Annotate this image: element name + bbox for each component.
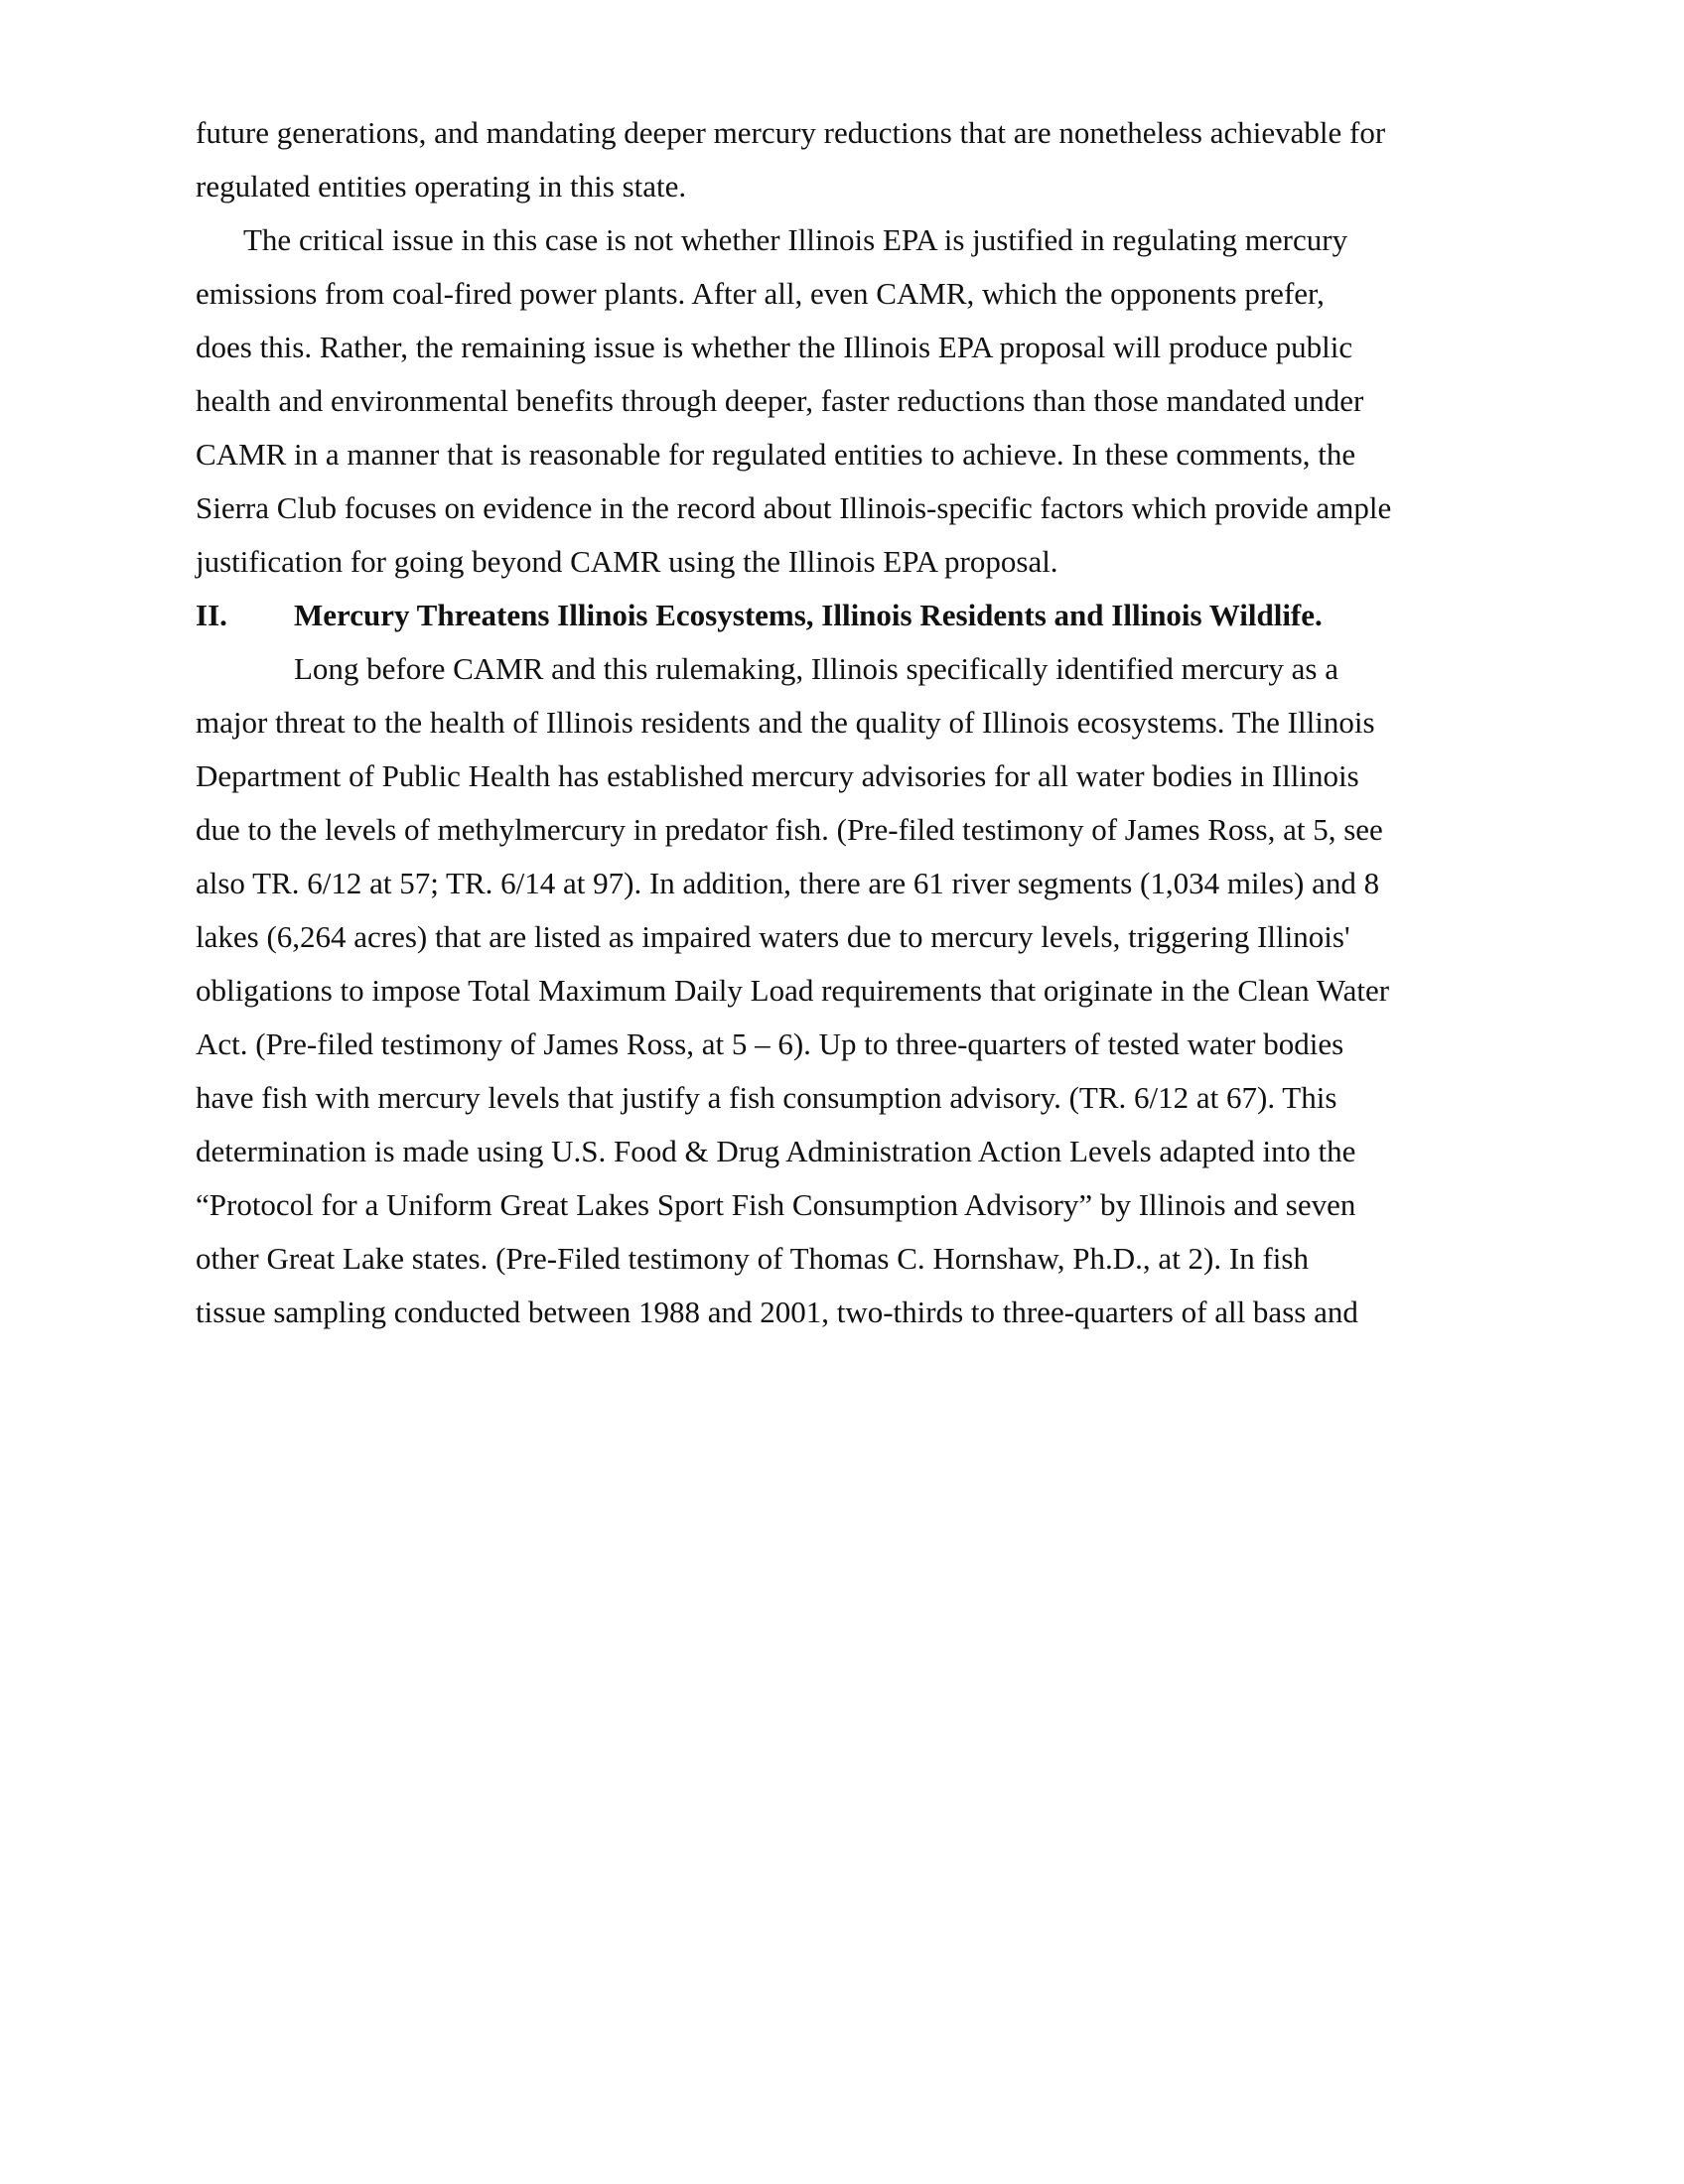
body-line: major threat to the health of Illinois residents and the quality of Illinois ecosystems. The Illinois [196,705,1375,740]
body-line: “Protocol for a Uniform Great Lakes Sport Fish Consumption Advisory” by Illinois and seven [196,1187,1356,1222]
body-line: health and environmental benefits through deeper, faster reductions than those mandated under [196,383,1364,418]
body-line: regulated entities operating in this state. [196,169,687,204]
body-line: future generations, and mandating deeper mercury reductions that are nonetheless achievable for [196,115,1386,150]
body-line: emissions from coal-fired power plants. After all, even CAMR, which the opponents prefer, [196,276,1325,311]
body-line: Act. (Pre-filed testimony of James Ross, at 5 – 6). Up to three-quarters of tested water bodies [196,1026,1344,1061]
body-line: obligations to impose Total Maximum Daily Load requirements that originate in the Clean Water [196,973,1390,1008]
body-line: tissue sampling conducted between 1988 and 2001, two-thirds to three-quarters of all bass and [196,1295,1358,1329]
paragraph-start-line: Long before CAMR and this rulemaking, Illinois specifically identified mercury as a [294,651,1339,686]
body-line: determination is made using U.S. Food & Drug Administration Action Levels adapted into the [196,1134,1356,1168]
body-line: Sierra Club focuses on evidence in the record about Illinois-specific factors which provide ample [196,490,1392,525]
body-line: have fish with mercury levels that justify a fish consumption advisory. (TR. 6/12 at 67). This [196,1080,1337,1115]
section-number: II. [196,598,227,632]
body-line: also TR. 6/12 at 57; TR. 6/14 at 97). In addition, there are 61 river segments (1,034 miles) and 8 [196,866,1380,900]
body-line: other Great Lake states. (Pre-Filed testimony of Thomas C. Hornshaw, Ph.D., at 2). In fish [196,1241,1309,1276]
body-line: CAMR in a manner that is reasonable for regulated entities to achieve. In these comments, the [196,437,1356,472]
paragraph-start-line: The critical issue in this case is not whether Illinois EPA is justified in regulating mercury [243,222,1348,257]
body-line: due to the levels of methylmercury in predator fish. (Pre-filed testimony of James Ross, at 5, see [196,812,1383,847]
body-line: Department of Public Health has established mercury advisories for all water bodies in Illinois [196,758,1359,793]
section-heading: Mercury Threatens Illinois Ecosystems, Illinois Residents and Illinois Wildlife. [294,598,1323,632]
body-line: lakes (6,264 acres) that are listed as impaired waters due to mercury levels, triggering Illinois' [196,919,1350,954]
body-line: justification for going beyond CAMR using the Illinois EPA proposal. [196,544,1058,579]
body-line: does this. Rather, the remaining issue is whether the Illinois EPA proposal will produce public [196,330,1353,364]
